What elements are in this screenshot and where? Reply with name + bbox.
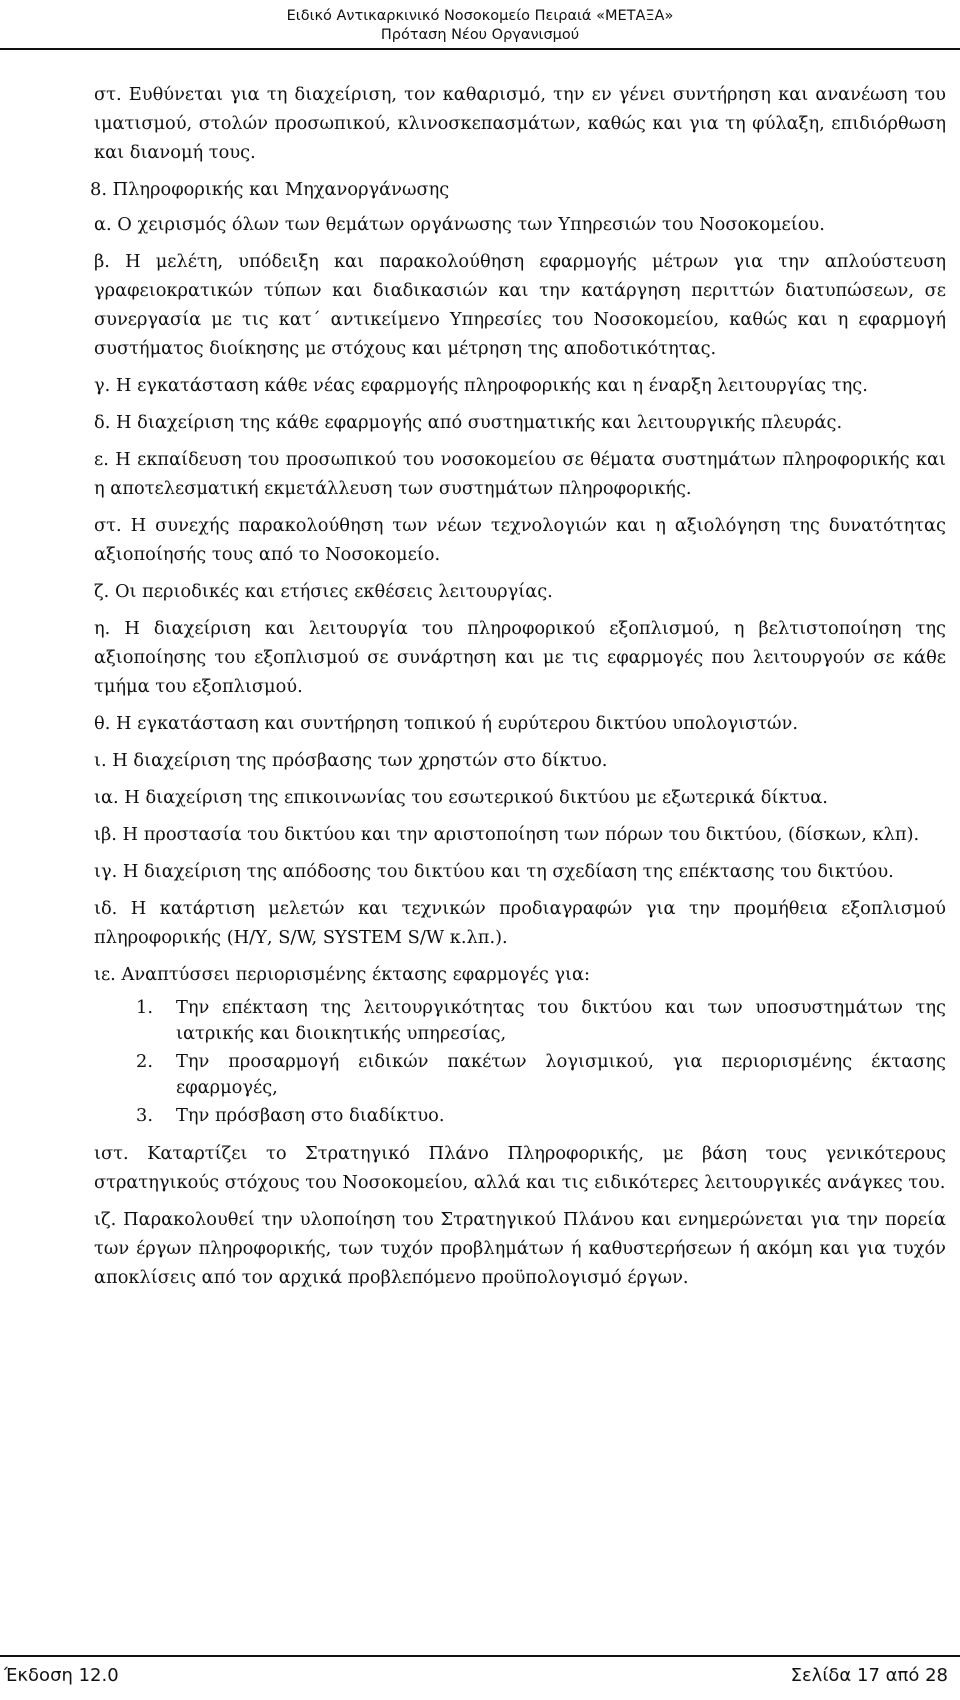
list-item (136, 1049, 946, 1101)
list-item (136, 995, 946, 1047)
paragraph-iz: ιζ. Παρακολουθεί την υλοποίηση του Στρατηγικού Πλάνου και ενημερώνεται για την πορεία των έργων πληροφορικής, των τυχόν προβλημάτων ή καθυστερήσεων ή ακόμη και για τυχόν αποκλίσεις από τον αρχικά προβλεπόμενο προϋπολογισμό έργων. (94, 1209, 946, 1288)
paragraph-ia: ια. Η διαχείριση της επικοινωνίας του εσωτερικού δικτύου με εξωτερικά δίκτυα. (94, 787, 828, 808)
paragraph-i: ι. Η διαχείριση της πρόσβασης των χρηστών στο δίκτυο. (94, 750, 608, 771)
list-item-text: Την επέκταση της λειτουργικότητας του δικτύου και των υποσυστημάτων της ιατρικής και διοικητικής υπηρεσίας, (176, 997, 946, 1044)
page-header (0, 0, 960, 50)
paragraph-ig: ιγ. Η διαχείριση της απόδοσης του δικτύου και τη σχεδίαση της επέκτασης του δικτύου. (94, 861, 894, 882)
section-heading-8: 8. Πληροφορικής και Μηχανοργάνωσης (90, 179, 450, 200)
paragraph-st: στ. Ευθύνεται για τη διαχείριση, τον καθαρισμό, την εν γένει συντήρηση και ανανέωση του ιματισμού, στολών προσωπικού, κλινοσκεπασμάτων, καθώς και για τη φύλαξη, επιδιόρθωση και διανομή τους. (94, 84, 946, 163)
numbered-list (136, 995, 946, 1129)
paragraph-th: θ. Η εγκατάσταση και συντήρηση τοπικού ή ευρύτερου δικτύου υπολογιστών. (94, 713, 798, 734)
paragraph-b: β. Η μελέτη, υπόδειξη και παρακολούθηση εφαρμογής μέτρων για την απλούστευση γραφειοκρατικών τύπων και διαδικασιών και την κατάργηση περιττών διατυπώσεων, σε συνεργασία με τις κατ΄ αντικείμενο Υπηρεσίες του Νοσοκομείου, καθώς και η εφαρμογή συστήματος διοίκησης με στόχους και μέτρηση της αποδοτικότητας. (94, 251, 946, 359)
list-item-number: 3. (136, 1105, 153, 1126)
list-item-text: Την πρόσβαση στο διαδίκτυο. (176, 1105, 445, 1126)
header-document-title: Πρόταση Νέου Οργανισμού (380, 27, 580, 43)
paragraph-ist: ιστ. Καταρτίζει το Στρατηγικό Πλάνο Πληροφορικής, με βάση τους γενικότερους στρατηγικούς στόχους του Νοσοκομείου, αλλά και τις ειδικότερες λειτουργικές ανάγκες του. (94, 1143, 946, 1193)
paragraph-z: ζ. Οι περιοδικές και ετήσιες εκθέσεις λειτουργίας. (94, 581, 553, 602)
footer-page-number: Σελίδα 17 από 28 (790, 1665, 948, 1686)
paragraph-d: δ. Η διαχείριση της κάθε εφαρμογής από συστηματικής και λειτουργικής πλευράς. (94, 412, 843, 433)
paragraph-ib: ιβ. Η προστασία του δικτύου και την αριστοποίηση των πόρων του δικτύου, (δίσκων, κλπ). (94, 824, 920, 845)
footer-version: Έκδοση 12.0 (4, 1665, 119, 1686)
paragraph-g: γ. Η εγκατάσταση κάθε νέας εφαρμογής πληροφορικής και η έναρξη λειτουργίας της. (94, 375, 868, 396)
list-item (136, 1103, 946, 1129)
paragraph-id: ιδ. Η κατάρτιση μελετών και τεχνικών προδιαγραφών για την προμήθεια εξοπλισμού πληροφορικής (Η/Υ, S/W, SYSTEM S/W κ.λπ.). (94, 898, 946, 948)
header-divider (0, 48, 960, 50)
paragraph-ie: ιε. Αναπτύσσει περιορισμένης έκτασης εφαρμογές για: (94, 964, 591, 985)
list-item-text: Την προσαρμογή ειδικών πακέτων λογισμικού, για περιορισμένης έκτασης εφαρμογές, (176, 1051, 946, 1098)
footer-divider (0, 1655, 960, 1657)
paragraph-st2: στ. Η συνεχής παρακολούθηση των νέων τεχνολογιών και η αξιολόγηση της δυνατότητας αξιοποίησής τους από το Νοσοκομείο. (94, 515, 946, 565)
list-item-number: 2. (136, 1051, 153, 1072)
header-hospital-name: Ειδικό Αντικαρκινικό Νοσοκομείο Πειραιά «ΜΕΤΑΞΑ» (286, 8, 674, 24)
paragraph-e: ε. Η εκπαίδευση του προσωπικού του νοσοκομείου σε θέματα συστημάτων πληροφορικής και η αποτελεσματική εκμετάλλευση των συστημάτων πληροφορικής. (94, 449, 946, 499)
document-body (90, 80, 946, 1300)
paragraph-a: α. Ο χειρισμός όλων των θεμάτων οργάνωσης των Υπηρεσιών του Νοσοκομείου. (94, 214, 825, 235)
list-item-number: 1. (136, 997, 153, 1018)
paragraph-h: η. Η διαχείριση και λειτουργία του πληροφορικού εξοπλισμού, η βελτιστοποίηση της αξιοποίησης του εξοπλισμού σε συνάρτηση και με τις εφαρμογές που λειτουργούν σε κάθε τμήμα του εξοπλισμού. (94, 618, 946, 697)
